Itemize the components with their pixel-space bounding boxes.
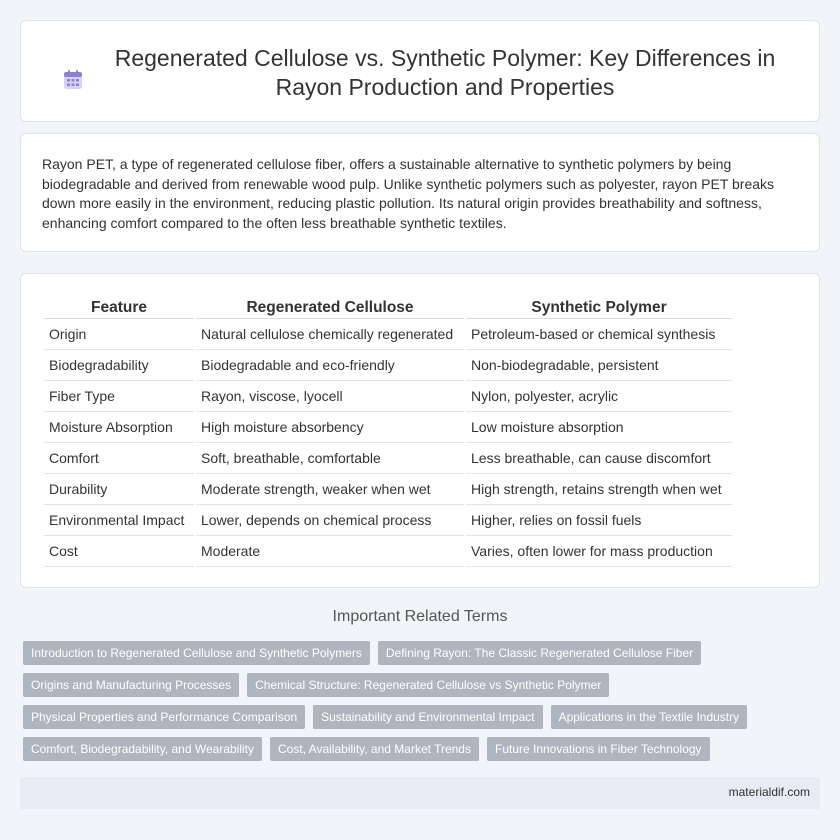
intro-card bbox=[20, 133, 820, 252]
table-row bbox=[44, 505, 732, 536]
tag-row bbox=[23, 673, 813, 697]
feature-cell: Fiber Type bbox=[44, 381, 194, 412]
table-row bbox=[44, 350, 732, 381]
related-terms-list bbox=[23, 641, 813, 769]
related-term-tag[interactable]: Comfort, Biodegradability, and Wearability bbox=[23, 737, 262, 761]
regenerated-cell: Moderate strength, weaker when wet bbox=[196, 474, 464, 505]
related-term-tag[interactable]: Physical Properties and Performance Comparison bbox=[23, 705, 305, 729]
table-row bbox=[44, 412, 732, 443]
intro-paragraph: Rayon PET, a type of regenerated cellulose fiber, offers a sustainable alternative to synthetic polymers by being biodegradable and derived from renewable wood pulp. Unlike synthetic polymers such as polyester, rayon PET breaks down more easily in the environment, reducing plastic pollution. Its natural origin provides breathability and softness, enhancing comfort compared to the often less breathable synthetic textiles. bbox=[42, 156, 775, 231]
synthetic-cell: Nylon, polyester, acrylic bbox=[466, 381, 732, 412]
footer-bar bbox=[20, 777, 820, 809]
related-term-tag[interactable]: Defining Rayon: The Classic Regenerated Cellulose Fiber bbox=[378, 641, 701, 665]
synthetic-cell: Varies, often lower for mass production bbox=[466, 536, 732, 567]
regenerated-cell: Lower, depends on chemical process bbox=[196, 505, 464, 536]
synthetic-cell: High strength, retains strength when wet bbox=[466, 474, 732, 505]
comparison-table bbox=[42, 296, 734, 567]
regenerated-cell: Rayon, viscose, lyocell bbox=[196, 381, 464, 412]
related-term-tag[interactable]: Introduction to Regenerated Cellulose and Synthetic Polymers bbox=[23, 641, 370, 665]
comparison-card bbox=[20, 273, 820, 588]
synthetic-cell: Non-biodegradable, persistent bbox=[466, 350, 732, 381]
table-header-row bbox=[44, 296, 732, 319]
column-header-synthetic: Synthetic Polymer bbox=[466, 296, 732, 319]
tag-row bbox=[23, 641, 813, 665]
feature-cell: Environmental Impact bbox=[44, 505, 194, 536]
regenerated-cell: Soft, breathable, comfortable bbox=[196, 443, 464, 474]
regenerated-cell: High moisture absorbency bbox=[196, 412, 464, 443]
regenerated-cell: Natural cellulose chemically regenerated bbox=[196, 319, 464, 350]
related-term-tag[interactable]: Sustainability and Environmental Impact bbox=[313, 705, 542, 729]
feature-cell: Durability bbox=[44, 474, 194, 505]
regenerated-cell: Moderate bbox=[196, 536, 464, 567]
related-term-tag[interactable]: Origins and Manufacturing Processes bbox=[23, 673, 239, 697]
related-term-tag[interactable]: Cost, Availability, and Market Trends bbox=[270, 737, 479, 761]
feature-cell: Biodegradability bbox=[44, 350, 194, 381]
feature-cell: Origin bbox=[44, 319, 194, 350]
feature-cell: Moisture Absorption bbox=[44, 412, 194, 443]
related-term-tag[interactable]: Future Innovations in Fiber Technology bbox=[487, 737, 710, 761]
synthetic-cell: Higher, relies on fossil fuels bbox=[466, 505, 732, 536]
tag-row bbox=[23, 705, 813, 729]
table-row bbox=[44, 319, 732, 350]
related-term-tag[interactable]: Applications in the Textile Industry bbox=[551, 705, 748, 729]
synthetic-cell: Petroleum-based or chemical synthesis bbox=[466, 319, 732, 350]
related-term-tag[interactable]: Chemical Structure: Regenerated Cellulose vs Synthetic Polymer bbox=[247, 673, 609, 697]
column-header-feature: Feature bbox=[44, 296, 194, 319]
related-terms-heading: Important Related Terms bbox=[332, 608, 508, 625]
table-row bbox=[44, 536, 732, 567]
synthetic-cell: Less breathable, can cause discomfort bbox=[466, 443, 732, 474]
page-title: Regenerated Cellulose vs. Synthetic Polymer: Key Differences in Rayon Production and Properties bbox=[114, 45, 776, 100]
table-row bbox=[44, 474, 732, 505]
site-name[interactable]: materialdif.com bbox=[728, 785, 810, 799]
synthetic-cell: Low moisture absorption bbox=[466, 412, 732, 443]
column-header-regenerated: Regenerated Cellulose bbox=[196, 296, 464, 319]
feature-cell: Comfort bbox=[44, 443, 194, 474]
regenerated-cell: Biodegradable and eco-friendly bbox=[196, 350, 464, 381]
tag-row bbox=[23, 737, 813, 761]
table-row bbox=[44, 381, 732, 412]
table-row bbox=[44, 443, 732, 474]
title-container bbox=[40, 44, 810, 102]
feature-cell: Cost bbox=[44, 536, 194, 567]
